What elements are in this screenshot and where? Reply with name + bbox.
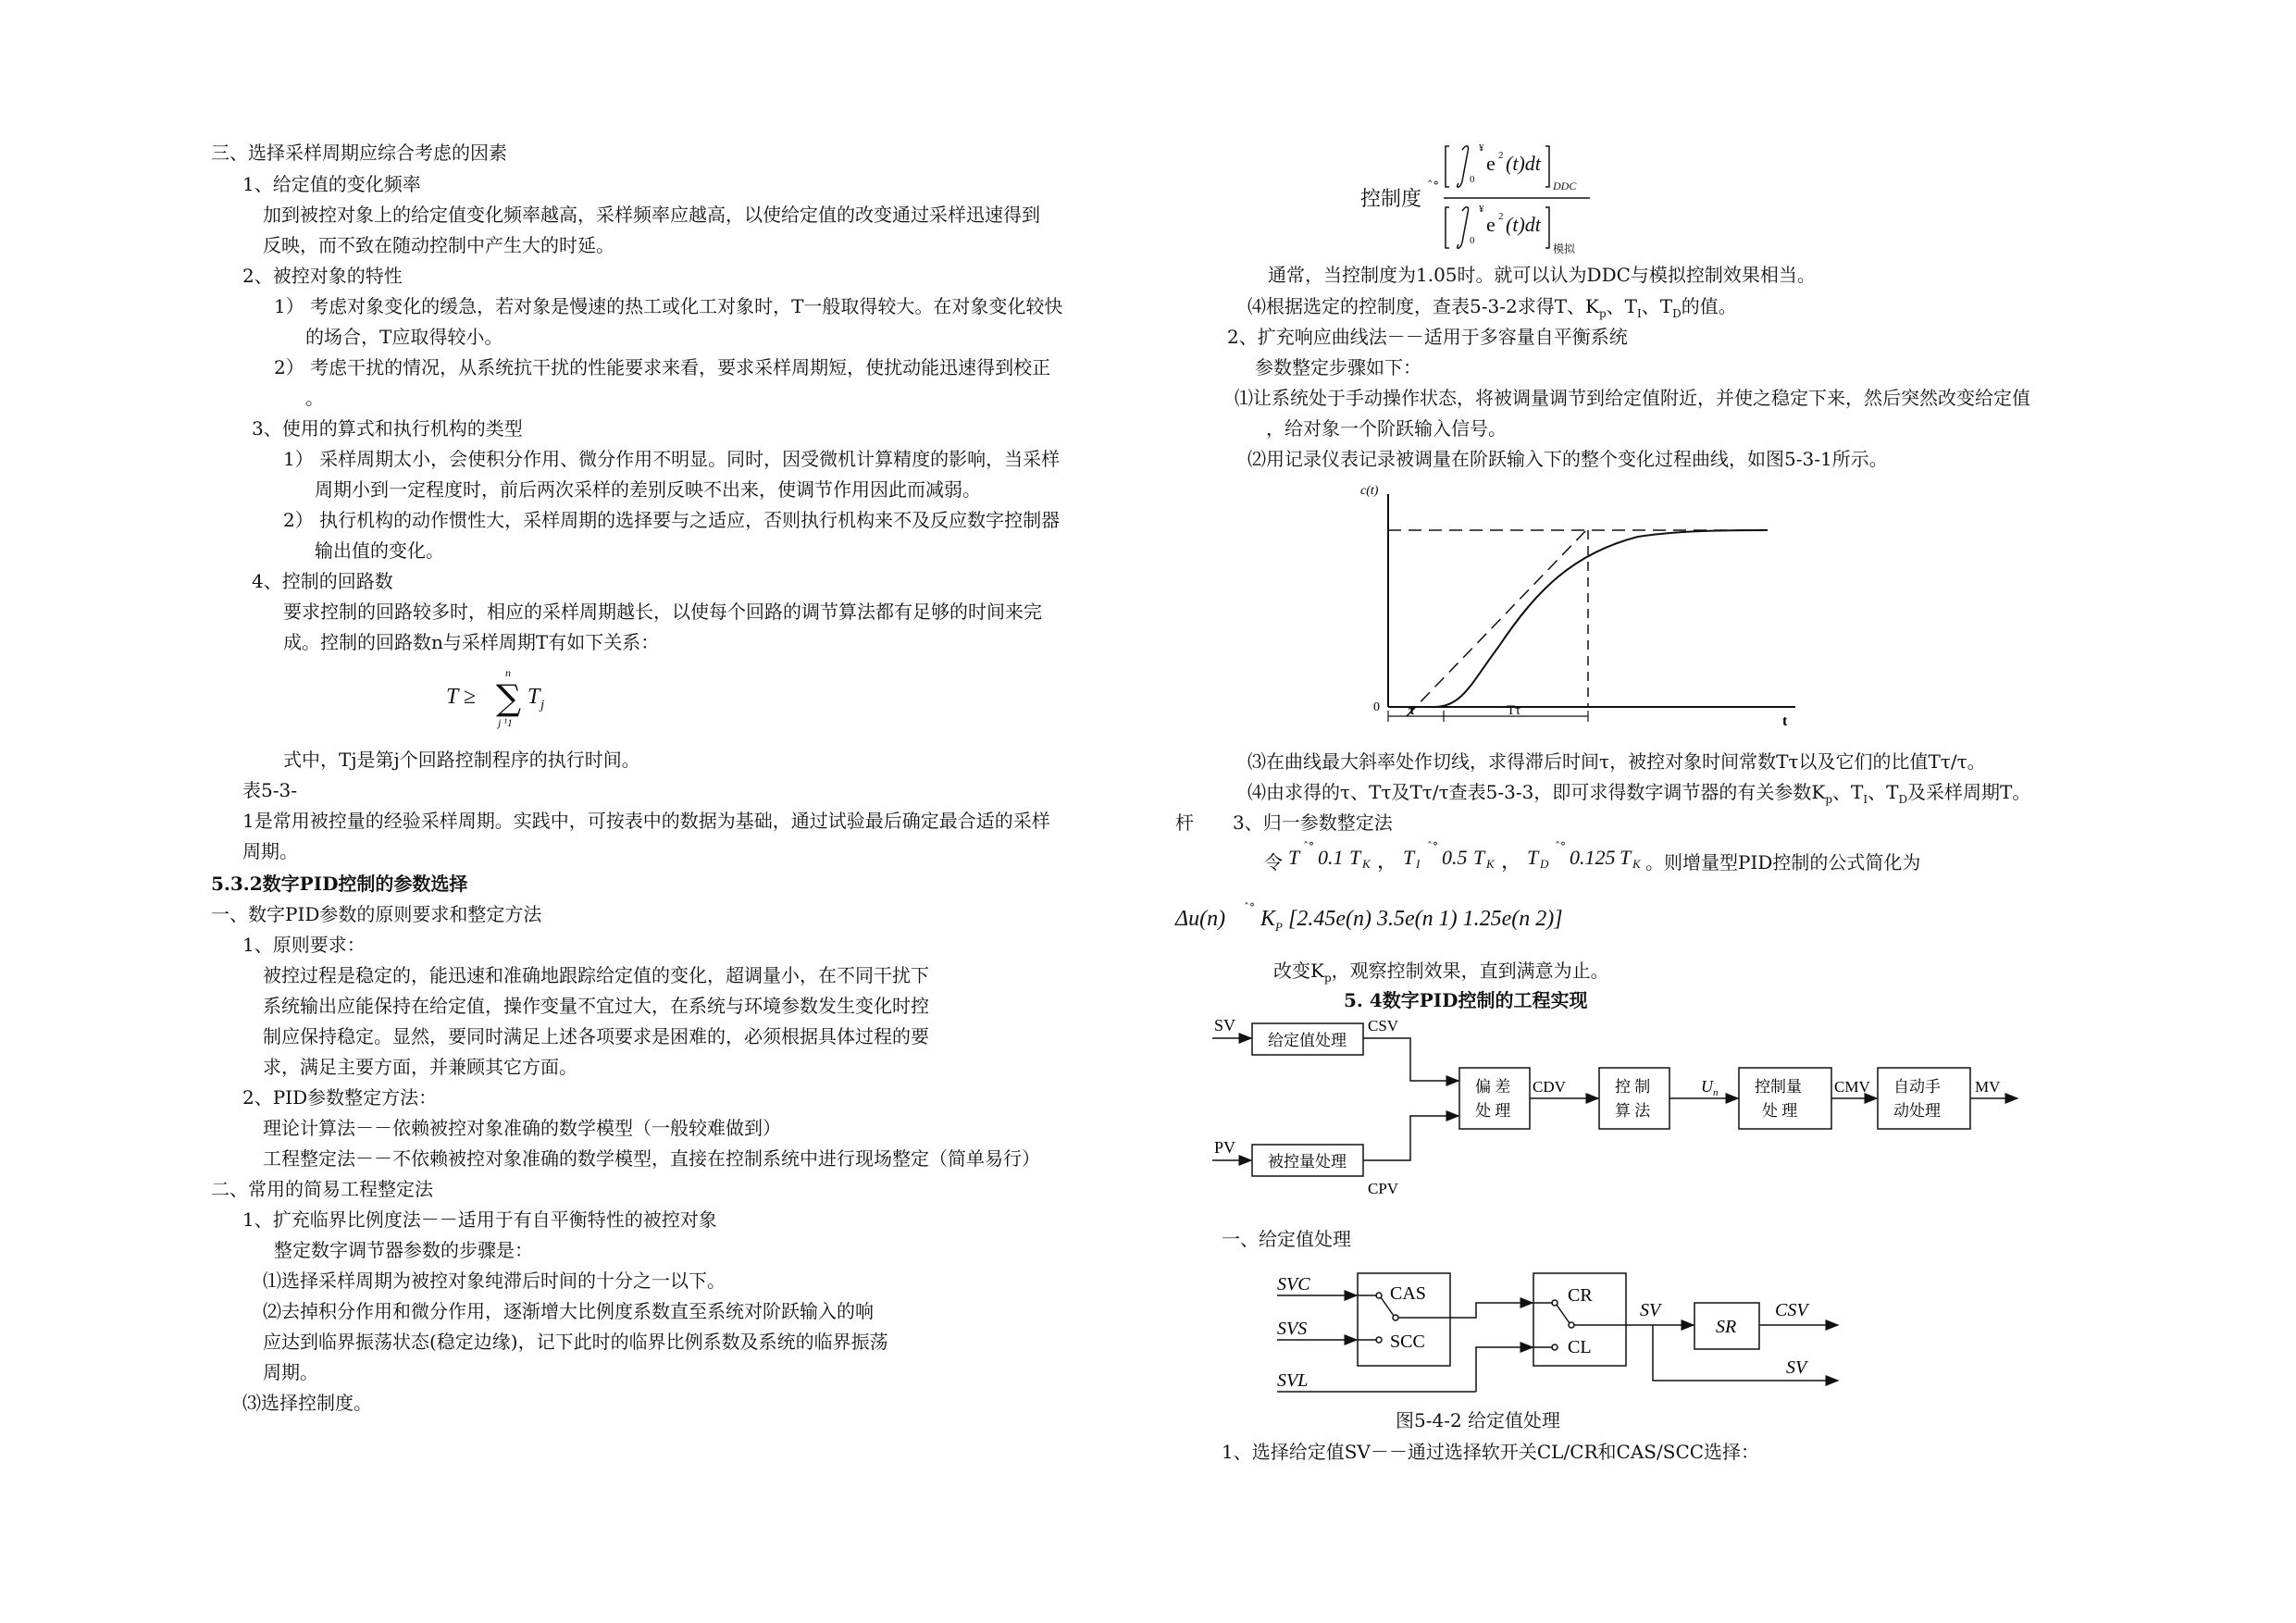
int-sq-1: 2: [1498, 150, 1504, 161]
box5a-label: 控制量: [1755, 1078, 1802, 1096]
int-expr-1: (t)dt: [1506, 152, 1541, 175]
formula-sum: [446, 668, 576, 733]
list-item: ⑵用记录仪表记录被调量在阶跃输入下的整个变化过程曲线，如图5-3-1所示。: [1247, 448, 1888, 470]
text-run: 、T: [1868, 781, 1899, 803]
eq-tk: T: [1620, 846, 1632, 869]
eq-ling: 令: [1264, 851, 1283, 873]
pv-label: PV: [1214, 1138, 1236, 1157]
un-label: U: [1701, 1077, 1713, 1096]
paragraph-line: 。: [305, 387, 324, 409]
csv-label: CSV: [1368, 1017, 1399, 1035]
svc-label: SVC: [1277, 1274, 1310, 1295]
list-item: ⑶在曲线最大斜率处作切线，求得滞后时间τ，被控对象时间常数Tτ以及它们的比值Tτ/τ。: [1247, 750, 1986, 773]
eq-val2: 0.5: [1442, 846, 1468, 869]
response-curve-graph: [1360, 479, 1805, 738]
paragraph-line: 周期小到一定程度时，前后两次采样的差别反映不出来，使调节作用因此而减弱。: [315, 478, 981, 501]
int-lower-1: 0: [1470, 174, 1475, 185]
paragraph-line: 反映，而不致在随动控制中产生大的时延。: [263, 234, 614, 256]
control-degree-formula: [1360, 139, 1620, 259]
eq-sub-k: K: [1486, 857, 1495, 871]
list-item: ⑴选择采样周期为被控对象纯滞后时间的十分之一以下。: [263, 1270, 726, 1292]
text-run: ⑷由求得的τ、Tτ及Tτ/τ查表5-3-3，即可求得数字调节器的有关参数K: [1247, 781, 1826, 803]
paragraph-line: 制应保持稳定。显然，要同时满足上述各项要求是困难的，必须根据具体过程的要: [263, 1025, 929, 1047]
sv-mid-label: SV: [1640, 1300, 1661, 1320]
list-item: ⑵去掉积分作用和微分作用，逐渐增大比例度系数直至系统对阶跃输入的响: [263, 1300, 874, 1322]
paragraph-line: 理论计算法－－依赖被控对象准确的数学模型（一般较难做到）: [263, 1117, 781, 1139]
approx-glyph: ˆ°: [1303, 840, 1314, 853]
list-item: 1） 采样周期太小，会使积分作用、微分作用不明显。同时，因受微机计算精度的影响，当采样: [283, 448, 1061, 470]
box6b-label: 动处理: [1893, 1102, 1941, 1120]
cl-label: CL: [1568, 1337, 1592, 1357]
svs-label: SVS: [1277, 1319, 1308, 1339]
text-run: 、T: [1832, 781, 1864, 803]
text-run: ，观察控制效果，直到满意为止。: [1331, 960, 1609, 982]
subscript: p: [1598, 307, 1607, 320]
eq-sub-d: D: [1540, 857, 1549, 871]
approx-glyph: ˆ°: [1244, 901, 1255, 914]
int-expr-2: (t)dt: [1506, 213, 1541, 236]
subheading: 2、扩充响应曲线法－－适用于多容量自平衡系统: [1227, 326, 1628, 348]
list-item: ⑶选择控制度。: [242, 1392, 372, 1414]
int-upper-1: ¥: [1479, 142, 1484, 154]
text-run: 、T: [1606, 295, 1638, 317]
subheading: 3、归一参数整定法: [1233, 812, 1393, 834]
stray-char: 杆: [1175, 812, 1194, 834]
paragraph-line: 输出值的变化。: [315, 539, 444, 562]
sub-ddc: DDC: [1553, 180, 1577, 192]
list-item: 2） 执行机构的动作惯性大，采样周期的选择要与之适应，否则执行机构来不及反应数字控制器: [283, 509, 1061, 531]
subheading: 3、使用的算式和执行机构的类型: [252, 417, 523, 440]
int-lower-2: 0: [1470, 235, 1475, 246]
int-e-1: e: [1486, 152, 1496, 175]
eq-sub-k: K: [1632, 857, 1641, 871]
paragraph-line: 1、选择给定值SV－－通过选择软开关CL/CR和CAS/SCC选择：: [1222, 1441, 1760, 1463]
subheading: 1、给定值的变化频率: [242, 173, 421, 195]
subheading: 1、原则要求：: [242, 934, 366, 956]
paragraph-line: [1273, 959, 1609, 990]
eq-comma: ，: [1377, 850, 1398, 873]
setpoint-diagram: [1268, 1255, 1860, 1403]
formula-lhs: T ≥: [446, 685, 477, 709]
origin-label: 0: [1373, 700, 1380, 714]
eq-ti: T: [1403, 846, 1415, 869]
du-kp-sub: P: [1275, 920, 1283, 934]
eq-tk: T: [1473, 846, 1485, 869]
tau-label: τ: [1409, 703, 1415, 718]
box3a-label: 偏 差: [1475, 1078, 1511, 1096]
cr-label: CR: [1568, 1285, 1593, 1306]
paragraph-line: 加到被控对象上的给定值变化频率越高，采样频率应越高，以使给定值的改变通过采样迅速得到: [263, 204, 1040, 226]
paragraph-line: 系统输出应能保持在给定值，操作变量不宜过大，在系统与环境参数发生变化时控: [263, 995, 929, 1017]
list-item: [1247, 294, 1737, 326]
box6a-label: 自动手: [1893, 1078, 1941, 1096]
section-heading-54: 5. 4数字PID控制的工程实现: [1344, 989, 1588, 1011]
box3b-label: 处 理: [1475, 1102, 1511, 1120]
svl-label: SVL: [1277, 1370, 1309, 1391]
eq-t: T: [1288, 846, 1300, 869]
paragraph-line: 式中，Tj是第j个回路控制程序的执行时间。: [283, 749, 640, 771]
paragraph-line: 周期。: [263, 1361, 318, 1383]
eq-sub-k: K: [1362, 857, 1371, 871]
du-kp: K: [1260, 907, 1276, 931]
normalization-equation: [1264, 840, 1967, 879]
text-run: 改变K: [1273, 960, 1324, 982]
eq-sub-i: I: [1416, 857, 1421, 871]
box4a-label: 控 制: [1615, 1078, 1651, 1096]
paragraph-line: 表5-3-: [242, 779, 297, 801]
du-body: [2.45e(n) 3.5e(n 1) 1.25e(n 2)]: [1288, 907, 1563, 931]
formula-tj: T: [527, 685, 540, 709]
subscript: I: [1863, 793, 1868, 806]
y-axis-label: c(t): [1360, 484, 1379, 498]
figure-caption: 图5-4-2 给定值处理: [1396, 1409, 1561, 1431]
approx-glyph: ˆ°: [1555, 840, 1566, 853]
paragraph-line: 工程整定法－－不依赖被控对象准确的数学模型，直接在控制系统中进行现场整定（简单易行）: [263, 1147, 1040, 1170]
box4b-label: 算 法: [1615, 1102, 1651, 1120]
eq-text: 。则增量型PID控制的公式简化为: [1645, 851, 1921, 873]
paragraph-line: ，给对象一个阶跃输入信号。: [1266, 417, 1507, 440]
t-tau-label: Tτ: [1507, 703, 1521, 718]
eq-val1: 0.1: [1318, 846, 1344, 869]
cdv-label: CDV: [1533, 1078, 1566, 1096]
paragraph-line: 通常，当控制度为1.05时。就可以认为DDC与模拟控制效果相当。: [1268, 264, 1816, 286]
paragraph-line: 周期。: [242, 840, 298, 862]
list-item: 1） 考虑对象变化的缓急，若对象是慢速的热工或化工对象时，T一般取得较大。在对象变化较快: [274, 295, 1063, 317]
approx-glyph: ˆ°: [1427, 180, 1439, 193]
box1-label: 给定值处理: [1268, 1032, 1347, 1049]
paragraph-line: 整定数字调节器参数的步骤是：: [274, 1239, 533, 1261]
box5b-label: 处 理: [1762, 1102, 1798, 1120]
subheading: 2、PID参数整定方法：: [242, 1086, 438, 1109]
cpv-label: CPV: [1368, 1180, 1399, 1197]
auto-manual-box: [1878, 1068, 1970, 1129]
subheading: 2、被控对象的特性: [242, 265, 403, 287]
ctrl-label: 控制度: [1360, 188, 1422, 211]
eq-val3: 0.125: [1570, 846, 1616, 869]
paragraph-line: 被控过程是稳定的，能迅速和准确地跟踪给定值的变化，超调量小，在不同干扰下: [263, 964, 929, 986]
section-heading: 二、常用的简易工程整定法: [211, 1178, 433, 1200]
text-run: 及采样周期T。: [1907, 781, 2031, 803]
cas-label: CAS: [1390, 1283, 1426, 1304]
subscript: p: [1323, 972, 1332, 985]
int-e-2: e: [1486, 213, 1496, 236]
output-processing-box: [1739, 1068, 1831, 1129]
response-curve: [1388, 530, 1768, 707]
text-run: 的值。: [1681, 295, 1737, 317]
cmv-label: CMV: [1834, 1078, 1870, 1096]
sum-upper: n: [505, 666, 511, 679]
block-diagram: [1203, 1012, 2073, 1216]
subheading: 1、扩充临界比例度法－－适用于有自平衡特性的被控对象: [242, 1208, 717, 1231]
eq-td: T: [1527, 846, 1539, 869]
list-item: ⑴让系统处于手动操作状态，将被调量调节到给定值附近，并使之稳定下来，然后突然改变给定值: [1235, 387, 2030, 409]
sub-analog: 模拟: [1553, 242, 1576, 255]
csv-out-label: CSV: [1775, 1300, 1808, 1320]
sv-label: SV: [1214, 1016, 1236, 1035]
un-sub: n: [1713, 1087, 1719, 1098]
subscript: I: [1637, 307, 1642, 320]
delta-u-equation: [1175, 901, 1842, 944]
scc-label: SCC: [1390, 1332, 1425, 1352]
eq-tk: T: [1349, 846, 1361, 869]
int-upper-2: ¥: [1479, 204, 1484, 215]
sum-lower: j ¹1: [498, 716, 513, 729]
sigma-symbol: ∑: [496, 677, 522, 718]
box2-label: 被控量处理: [1268, 1153, 1347, 1171]
mv-label: MV: [1975, 1078, 2001, 1096]
list-item: [1247, 780, 2030, 812]
list-item: 2） 考虑干扰的情况，从系统抗干扰的性能要求来看，要求采样周期短，使扰动能迅速得到校正: [274, 356, 1051, 378]
paragraph-line: 求，满足主要方面，并兼顾其它方面。: [263, 1056, 577, 1078]
x-axis-label: t: [1782, 713, 1788, 729]
formula-tj-sub: j: [540, 698, 545, 712]
paragraph-line: 成。控制的回路数n与采样周期T有如下关系：: [283, 631, 660, 653]
subscript: D: [1672, 307, 1682, 320]
text-run: 、T: [1641, 295, 1673, 317]
deviation-box: [1459, 1068, 1530, 1129]
section-heading-532: 5.3.2数字PID控制的参数选择: [211, 873, 468, 895]
int-sq-2: 2: [1498, 211, 1504, 222]
control-algorithm-box: [1599, 1068, 1669, 1129]
subscript: p: [1825, 793, 1832, 806]
text-run: ⑷根据选定的控制度，查表5-3-2求得T、K: [1247, 295, 1599, 317]
du-lhs: Δu(n): [1175, 907, 1226, 931]
paragraph-line: 1是常用被控量的经验采样周期。实践中，可按表中的数据为基础，通过试验最后确定最合适的采样: [242, 810, 1050, 832]
paragraph-line: 要求控制的回路较多时，相应的采样周期越长，以使每个回路的调节算法都有足够的时间来完: [283, 601, 1042, 623]
approx-glyph: ˆ°: [1427, 840, 1438, 853]
section-heading: 一、数字PID参数的原则要求和整定方法: [211, 903, 542, 925]
eq-comma: ，: [1501, 850, 1522, 873]
sr-label: SR: [1716, 1317, 1737, 1337]
subheading: 一、给定值处理: [1222, 1228, 1351, 1250]
sv-out-label: SV: [1786, 1357, 1807, 1378]
paragraph-line: 应达到临界振荡状态(稳定边缘)，记下此时的临界比例系数及系统的临界振荡: [263, 1331, 888, 1353]
paragraph-line: 参数整定步骤如下：: [1255, 356, 1421, 378]
tangent-line: [1407, 528, 1588, 716]
paragraph-line: 的场合，T应取得较小。: [305, 326, 503, 348]
subheading: 4、控制的回路数: [252, 570, 393, 592]
section-heading: 三、选择采样周期应综合考虑的因素: [211, 142, 507, 164]
subscript: D: [1898, 793, 1908, 806]
